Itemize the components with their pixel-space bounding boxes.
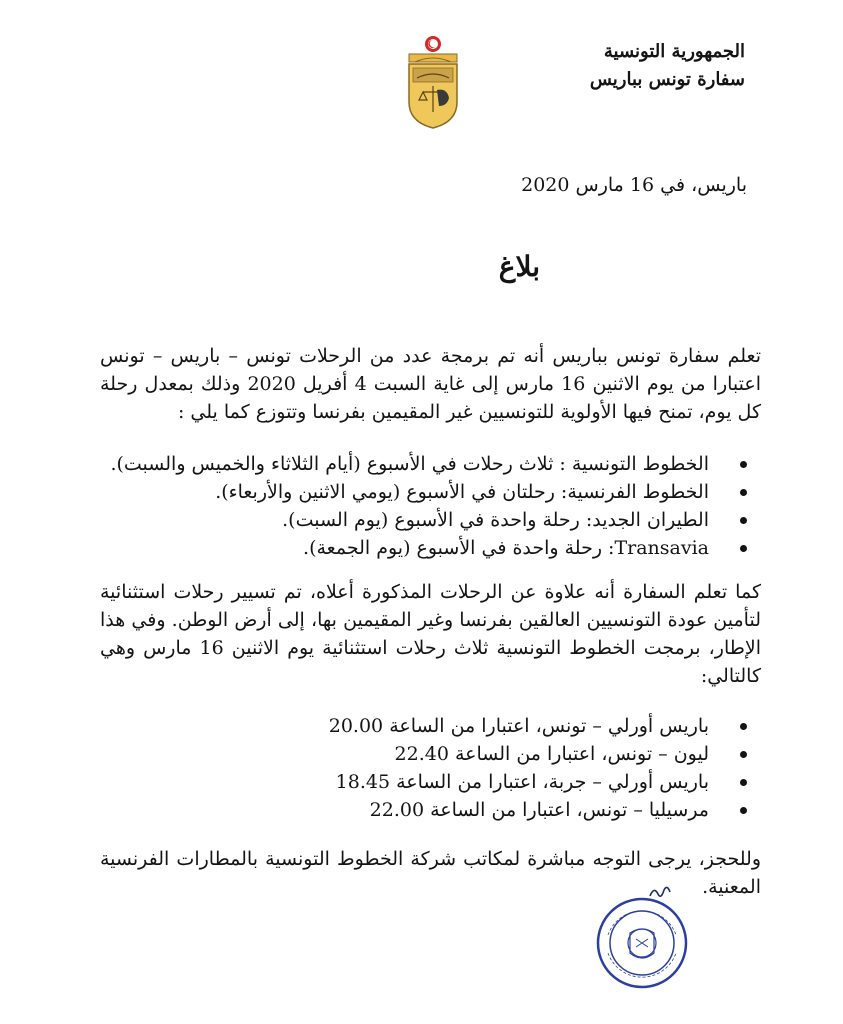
paragraph-1-text: تعلم سفارة تونس بباريس أنه تم برمجة عدد من الرحلات تونس – باريس – تونس اعتبارا من يوم الاثنين 16 مارس إلى غاية السبت 4 أفريل 2020 وذلك بمعدل رحلة كل يوم، تمنح فيها الأولوية للتونسيين غير المقيمين بفرنسا وتتوزع كما يلي : <box>100 345 762 423</box>
flight-item-text: باريس أورلي – جربة، اعتبارا من الساعة 18.45 <box>335 771 709 793</box>
bullet-icon <box>740 517 747 524</box>
list-item <box>100 796 761 824</box>
paragraph-announcement <box>100 342 761 426</box>
paragraph-2-text: كما تعلم السفارة أنه علاوة عن الرحلات المذكورة أعلاه، تم تسيير رحلات استثنائية لتأمين عودة التونسيين العالقين بفرنسا وغير المقيمين بها، إلى أرض الوطن. وفي هذا الإطار، برمجت الخطوط التونسية ثلاث رحلات استثنائية يوم الاثنين 16 مارس وهي كالتالي: <box>100 581 761 687</box>
airline-item-text: الطيران الجديد: رحلة واحدة في الأسبوع (يوم السبت). <box>282 509 709 531</box>
airline-item-text: الخطوط التونسية : ثلاث رحلات في الأسبوع (أيام الثلاثاء والخميس والسبت). <box>110 453 709 475</box>
bullet-icon <box>740 807 747 814</box>
list-item <box>100 712 761 740</box>
date-line: باريس، في 16 مارس 2020 <box>521 174 747 196</box>
bullet-icon <box>740 723 747 730</box>
list-item <box>100 450 761 478</box>
letterhead <box>590 38 745 94</box>
airlines-list <box>100 450 761 562</box>
list-item <box>100 506 761 534</box>
list-item <box>100 478 761 506</box>
airline-item-text: : رحلة واحدة في الأسبوع (يوم الجمعة). <box>303 537 615 559</box>
letterhead-republic: الجمهورية التونسية <box>603 41 745 62</box>
document-title-text: بلاغ <box>498 250 540 283</box>
paragraph-3-text: وللحجز، يرجى التوجه مباشرة لمكاتب شركة الخطوط التونسية بالمطارات الفرنسية المعنية. <box>100 848 761 898</box>
airline-name: Transavia <box>614 537 709 559</box>
bullet-icon <box>740 545 747 552</box>
list-item <box>100 768 761 796</box>
bullet-icon <box>740 751 747 758</box>
document-title <box>340 250 540 290</box>
airline-item-text: الخطوط الفرنسية: رحلتان في الأسبوع (يومي الاثنين والأربعاء). <box>215 481 709 503</box>
paragraph-exceptional-flights <box>100 578 761 690</box>
bullet-icon <box>740 461 747 468</box>
flights-list <box>100 712 761 824</box>
flight-item-text: باريس أورلي – تونس، اعتبارا من الساعة 20.00 <box>328 715 709 737</box>
bullet-icon <box>740 779 747 786</box>
flight-item-text: ليون – تونس، اعتبارا من الساعة 22.40 <box>394 743 709 765</box>
coat-of-arms-icon <box>403 34 463 130</box>
flight-item-text: مرسيليا – تونس، اعتبارا من الساعة 22.00 <box>369 799 709 821</box>
letterhead-embassy: سفارة تونس بباريس <box>589 69 745 90</box>
list-item <box>100 534 761 562</box>
bullet-icon <box>740 489 747 496</box>
embassy-stamp-icon <box>594 895 690 991</box>
list-item <box>100 740 761 768</box>
